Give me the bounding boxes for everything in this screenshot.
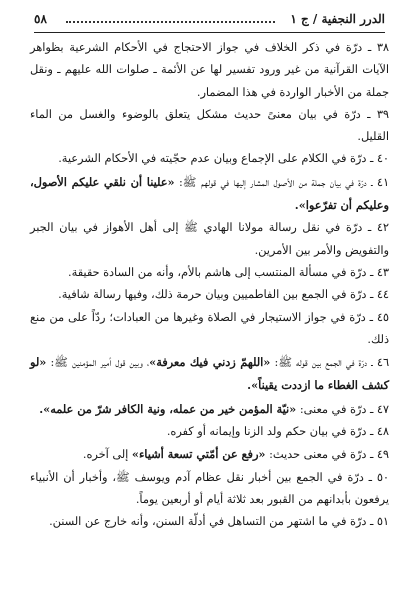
header-rule [34, 32, 385, 33]
entry-50: ٥٠ ـ درّة في الجمع بين أخبار نقل عظام آدم ويوسف ﷺ، وأخبار أن الأنبياء يرفعون بأبدانهم من القبور بعد ثلاثة أيام أو أربعين يوماً. [30, 470, 389, 506]
entry-49: ٤٩ ـ درّة في معنى حديث: «رفع عن أمّتي تسعة أشياء» إلى آخره. [82, 447, 389, 462]
book-title: الدرر النجفية / ج ١ [290, 12, 385, 26]
entry-40: ٤٠ ـ درّة في الكلام على الإجماع وبيان عدم حجّيته في الأحكام الشرعية. [58, 152, 389, 166]
entry-44: ٤٤ ـ درّة في الجمع بين الفاطميين وبيان حرمة ذلك، وفيها رسالة شافية. [58, 288, 389, 302]
entry-42: ٤٢ ـ درّة في نقل رسالة مولانا الهادي ﷺ إلى أهل الأهواز في بيان الجبر والتفويض والأمر بين الأمرين. [30, 221, 389, 257]
entry-45: ٤٥ ـ درّة في جواز الاستيجار في الصلاة وغيرها من العبادات؛ ردّاً على من منع ذلك. [30, 310, 389, 346]
page-number: ٥٨ [34, 12, 47, 26]
entry-46: ٤٦ ـ درّة في الجمع بين قوله ﷺ: «اللهمّ زدني فيك معرفة»، وبين قول أمير المؤمنين ﷺ: «لو كشف الغطاء ما ازددت يقيناً». [30, 355, 390, 393]
quoted-hadith: «اللهمّ زدني فيك معرفة» [149, 355, 271, 370]
entry-47: ٤٧ ـ درّة في معنى: «نيّة المؤمن خير من عمله، ونية الكافر شرّ من علمه». [39, 401, 389, 416]
quoted-hadith: «نيّة المؤمن خير من عمله، ونية الكافر شرّ من علمه». [39, 401, 297, 416]
entry-51: ٥١ ـ درّة في ما اشتهر من التساهل في أدلّة السنن، وأنه خارج عن السنن. [49, 515, 389, 529]
entry-38: ٣٨ ـ درّة في ذكر الخلاف في جواز الاحتجاج في الأحكام الشرعية بظواهر الآيات القرآنية من غير ورود تفسير لها عن الأئمة ـ صلوات الله عليهم ـ ونقل جملة من الأخبار الواردة في هذا المضمار. [30, 41, 389, 99]
entry-39: ٣٩ ـ درّة في بيان معنىً حديث مشكل يتعلق بالوضوء والغسل من الماء القليل. [30, 107, 389, 144]
quoted-hadith: «رفع عن أمّتي تسعة أشياء» [131, 447, 266, 462]
entry-43: ٤٣ ـ درّة في مسألة المنتسب إلى هاشم بالأم، وأنه من السادة حقيقة. [68, 265, 389, 279]
entry-48: ٤٨ ـ درّة في بيان حكم ولد الزنا وإيمانه أو كفره. [166, 425, 389, 439]
header-leader-dots [66, 21, 275, 23]
entries-list [30, 37, 389, 534]
running-header [34, 10, 385, 30]
entry-41: ٤١ ـ درّة في بيان جملة من الأصول المشار إليها في قولهم ﷺ: «علينا أن نلقي عليكم الأصول، وعليكم أن تفرّعوا». [30, 174, 390, 213]
quoted-hadith: «لو كشف الغطاء ما ازددت يقيناً». [30, 355, 389, 393]
quoted-hadith: «علينا أن نلقي عليكم الأصول، وعليكم أن تفرّعوا». [30, 174, 389, 213]
